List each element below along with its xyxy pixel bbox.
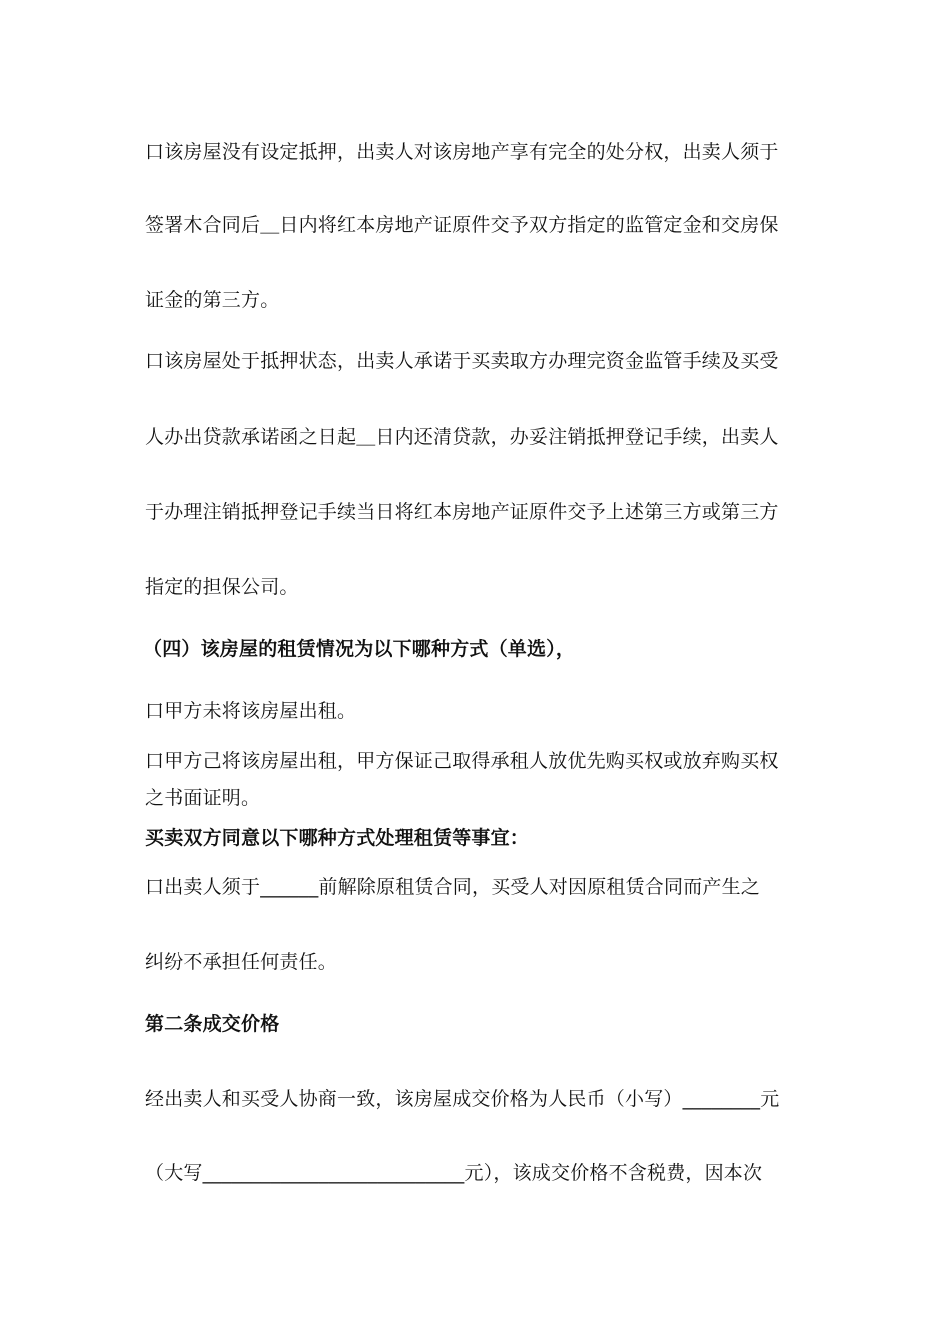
paragraph-line: 证金的第三方。 <box>145 289 280 311</box>
paragraph-line: 经出卖人和买受人协商一致，该房屋成交价格为人民币（小写）________元 <box>145 1088 780 1110</box>
paragraph-line: 指定的担保公司。 <box>145 576 299 598</box>
paragraph-line: 口出卖人须于______前解除原租赁合同，买受人对因原租赁合同而产生之 <box>145 876 761 898</box>
paragraph-line: 纠纷不承担任何责任。 <box>145 951 338 973</box>
paragraph-line: （大写___________________________元），该成交价格不含税费，因本次 <box>145 1162 763 1184</box>
paragraph-line: 口甲方未将该房屋出租。 <box>145 700 357 722</box>
section-heading: 买卖双方同意以下哪种方式处理租赁等事宜： <box>145 827 530 849</box>
paragraph-line: 口甲方己将该房屋出租，甲方保证己取得承租人放优先购买权或放弃购买权 <box>145 750 779 772</box>
paragraph-line: 之书面证明。 <box>145 787 261 809</box>
paragraph-line: 于办理注销抵押登记手续当日将红本房地产证原件交予上述第三方或第三方 <box>145 501 779 523</box>
paragraph-line: 签署木合同后＿日内将红本房地产证原件交予双方指定的监管定金和交房保 <box>145 214 779 236</box>
section-heading: （四）该房屋的租赁情况为以下哪种方式（单选）， <box>143 638 576 660</box>
paragraph-line: 人办出贷款承诺函之日起＿日内还清贷款，办妥注销抵押登记手续，出卖人 <box>145 426 779 448</box>
paragraph-line: 口该房屋没有设定抵押，出卖人对该房地产享有完全的处分权，出卖人须于 <box>145 141 779 163</box>
article-heading: 第二条成交价格 <box>145 1013 280 1035</box>
paragraph-line: 口该房屋处于抵押状态，出卖人承诺于买卖取方办理完资金监管手续及买受 <box>145 350 779 372</box>
